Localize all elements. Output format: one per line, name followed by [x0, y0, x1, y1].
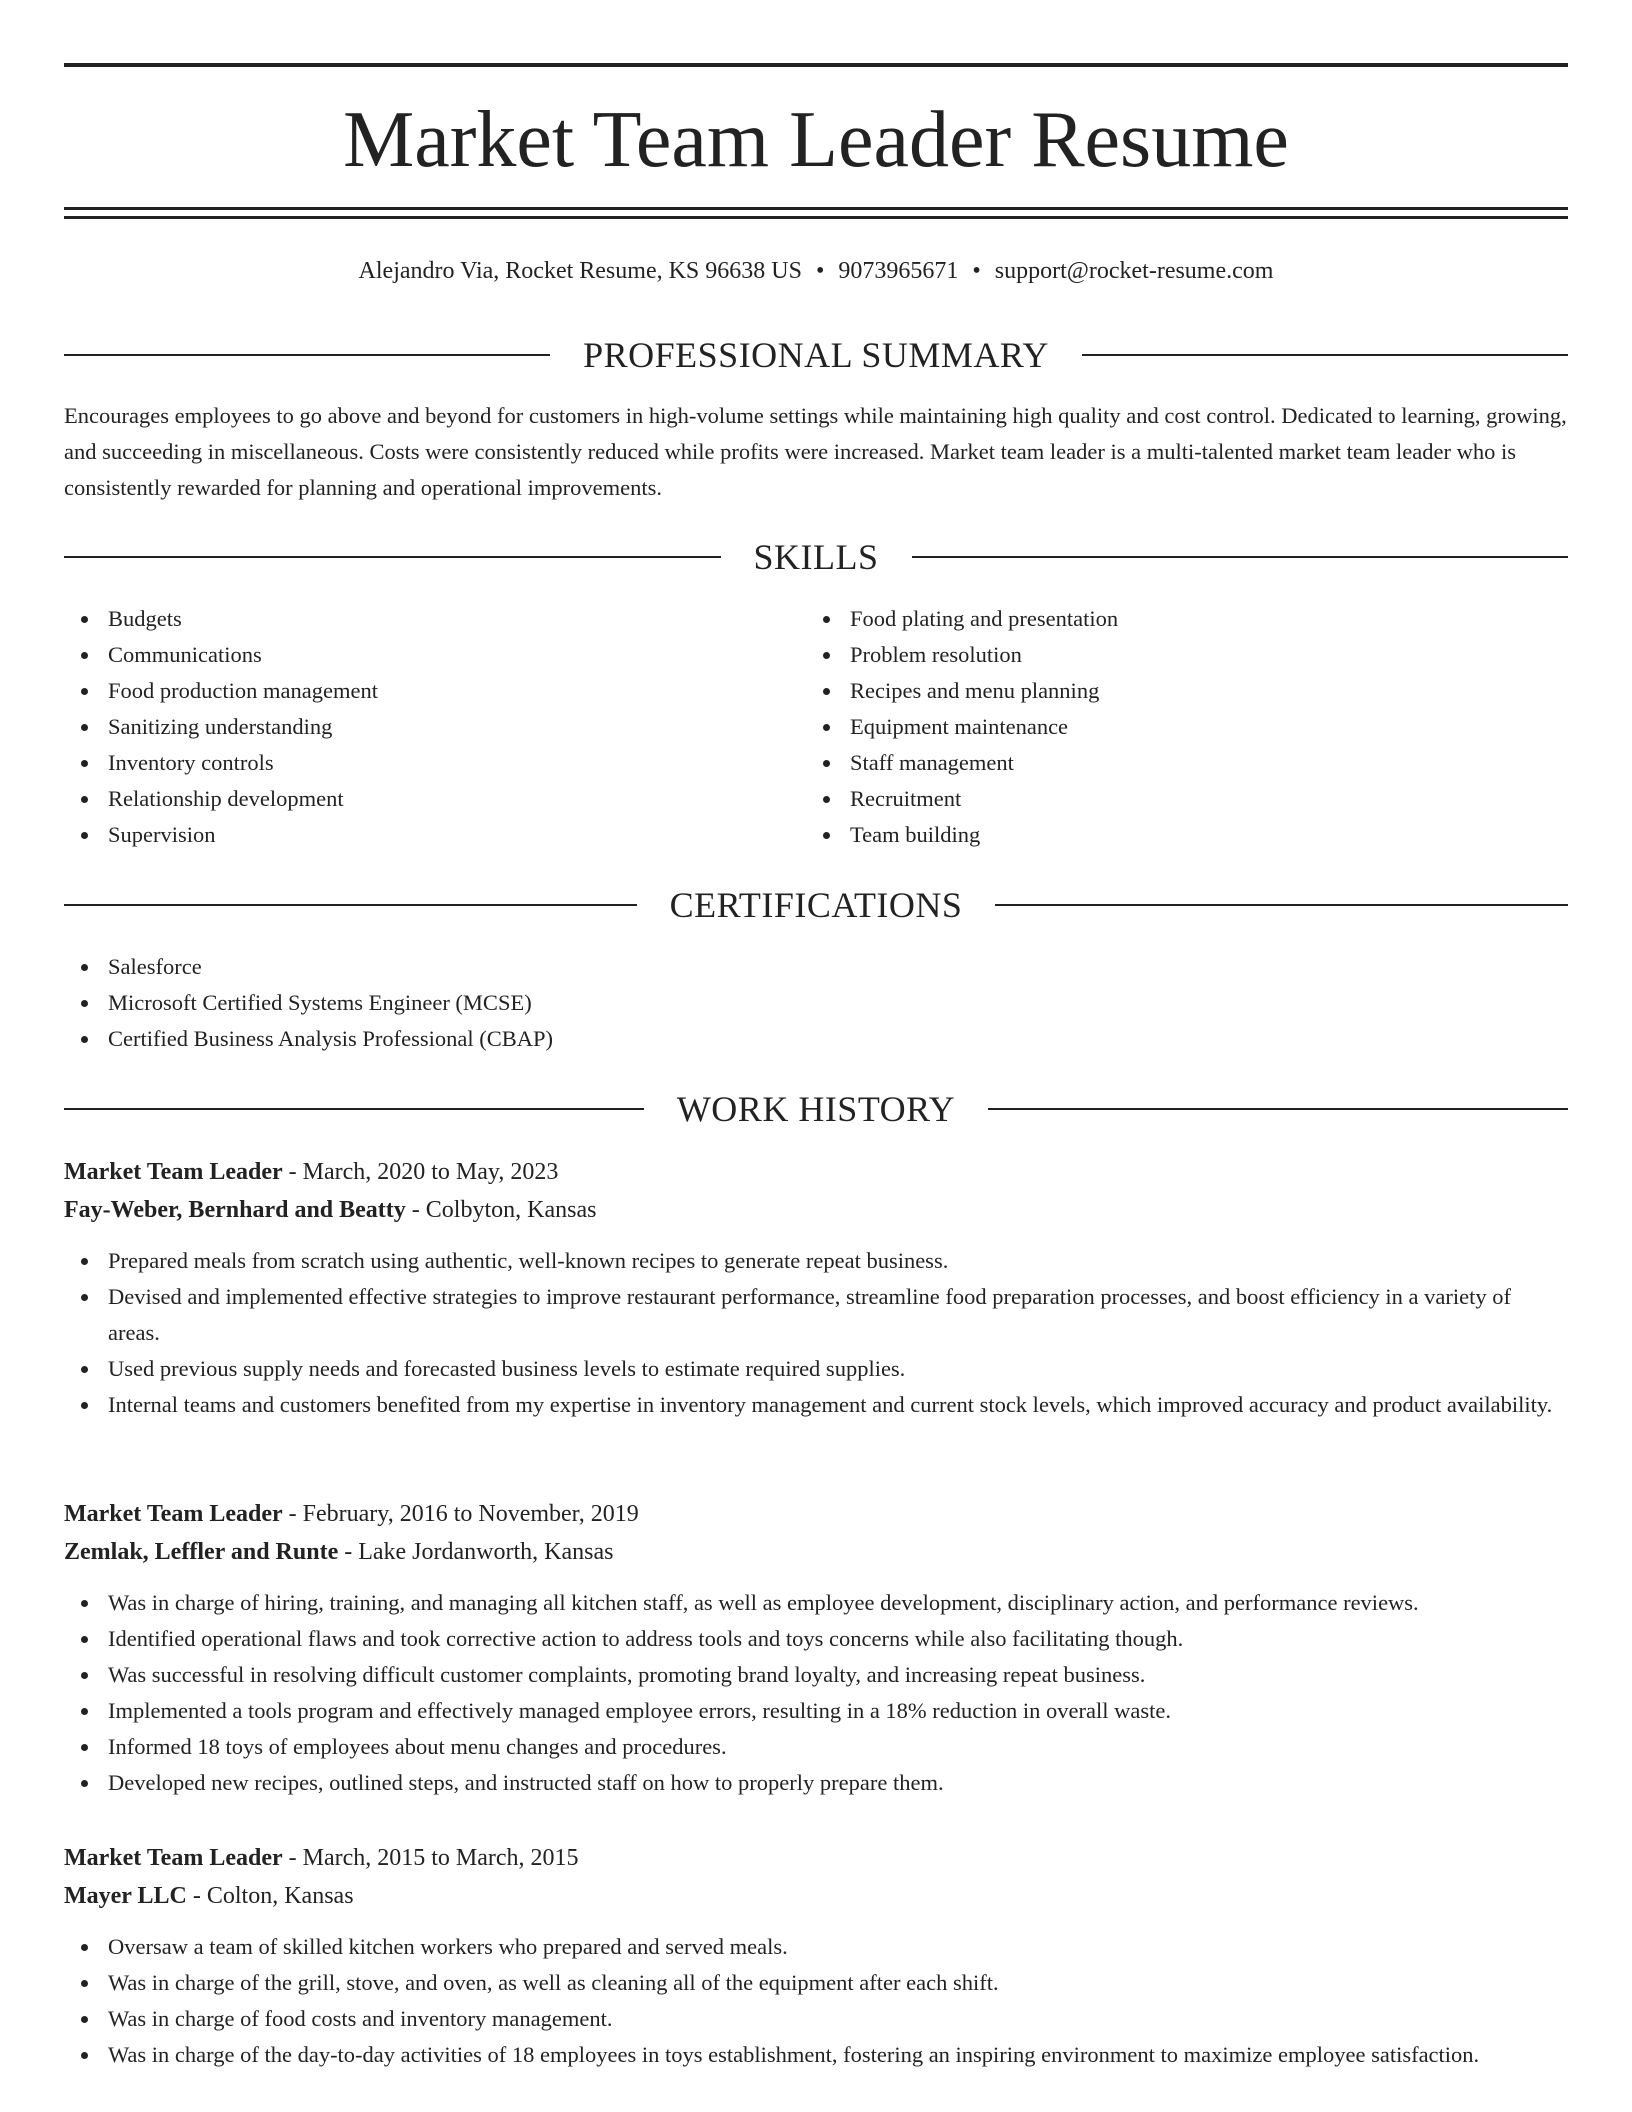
heading-rule-left	[64, 556, 721, 558]
heading-rule-right	[912, 556, 1569, 558]
job-company-line	[64, 1877, 1568, 1915]
contact-separator: •	[815, 258, 825, 284]
job-location: - Colton, Kansas	[186, 1883, 354, 1909]
job-bullet: Was in charge of the day-to-day activities of 18 employees in toys establishment, fostering an inspiring environment to maximize employee satisfaction.	[64, 2037, 1568, 2073]
job-bullet: Prepared meals from scratch using authentic, well-known recipes to generate repeat business.	[64, 1243, 1568, 1279]
job-dates: - March, 2020 to May, 2023	[282, 1159, 559, 1185]
job-company-line	[64, 1191, 1568, 1229]
job-title: Market Team Leader	[64, 1501, 283, 1527]
heading-rule-left	[64, 354, 550, 356]
job-bullet: Was successful in resolving difficult customer complaints, promoting brand loyalty, and increasing repeat business.	[64, 1657, 1568, 1693]
job-bullet: Was in charge of hiring, training, and managing all kitchen staff, as well as employee development, disciplinary action, and performance reviews.	[64, 1585, 1568, 1621]
certification-item: Certified Business Analysis Professional (CBAP)	[64, 1021, 1568, 1057]
skill-item: Equipment maintenance	[806, 709, 1506, 745]
skill-item: Recruitment	[806, 781, 1506, 817]
certification-item: Salesforce	[64, 949, 1568, 985]
certifications-heading-label: CERTIFICATIONS	[669, 885, 963, 925]
job-company-line	[64, 1533, 1568, 1571]
skill-item: Staff management	[806, 745, 1506, 781]
job-company: Zemlak, Leffler and Runte	[64, 1539, 339, 1565]
job-bullet: Was in charge of food costs and inventory management.	[64, 2001, 1568, 2037]
summary-heading-label: PROFESSIONAL SUMMARY	[583, 335, 1049, 375]
heading-rule-left	[64, 904, 637, 906]
skills-right-column	[806, 601, 1506, 853]
job-title-line	[64, 1153, 1568, 1191]
page-title: Market Team Leader Resume	[343, 96, 1289, 184]
job-bullet: Oversaw a team of skilled kitchen workers who prepared and served meals.	[64, 1929, 1568, 1965]
heading-rule-right	[1082, 354, 1568, 356]
summary-text: Encourages employees to go above and beyond for customers in high-volume settings while maintaining high quality and cost control. Dedicated to learning, growing, and succeeding in miscellaneous. Costs were consistently reduced while profits were increased. Market team leader is a multi-talented market team leader who is consistently rewarded for planning and operational improvements.	[64, 403, 1567, 500]
job-bullet: Informed 18 toys of employees about menu changes and procedures.	[64, 1729, 1568, 1765]
job-location: - Colbyton, Kansas	[405, 1197, 597, 1223]
skill-item: Communications	[64, 637, 764, 673]
job-location: - Lake Jordanworth, Kansas	[338, 1539, 614, 1565]
job-company: Fay-Weber, Bernhard and Beatty	[64, 1197, 406, 1223]
skill-item: Supervision	[64, 817, 764, 853]
header-rule-upper	[64, 207, 1568, 210]
skill-item: Relationship development	[64, 781, 764, 817]
skills-heading-label: SKILLS	[753, 537, 879, 577]
heading-rule-right	[988, 1108, 1568, 1110]
contact-separator: •	[972, 258, 981, 284]
skill-item: Team building	[806, 817, 1506, 853]
job-bullet: Devised and implemented effective strategies to improve restaurant performance, streamline food preparation processes, and boost efficiency in a variety of areas.	[64, 1279, 1568, 1351]
job-dates: - March, 2015 to March, 2015	[282, 1845, 579, 1871]
work-history-heading	[64, 1087, 1568, 1131]
contact-line	[64, 253, 1568, 289]
certification-item: Microsoft Certified Systems Engineer (MCSE)	[64, 985, 1568, 1021]
skills-heading	[64, 535, 1568, 579]
skill-item: Inventory controls	[64, 745, 764, 781]
skill-item: Recipes and menu planning	[806, 673, 1506, 709]
job-title: Market Team Leader	[64, 1159, 283, 1185]
job-bullet: Was in charge of the grill, stove, and oven, as well as cleaning all of the equipment after each shift.	[64, 1965, 1568, 2001]
contact-email: support@rocket-resume.com	[994, 258, 1274, 284]
job-title: Market Team Leader	[64, 1845, 283, 1871]
work-history-heading-label: WORK HISTORY	[676, 1089, 956, 1129]
skill-item: Food plating and presentation	[806, 601, 1506, 637]
contact-phone: 9073965671	[838, 258, 959, 284]
job-entry	[64, 1839, 1568, 2073]
skill-item: Sanitizing understanding	[64, 709, 764, 745]
job-title-line	[64, 1839, 1568, 1877]
job-bullet: Identified operational flaws and took corrective action to address tools and toys concerns while also facilitating though.	[64, 1621, 1568, 1657]
skill-item: Problem resolution	[806, 637, 1506, 673]
contact-address: Alejandro Via, Rocket Resume, KS 96638 US	[358, 258, 802, 284]
header-top-rule	[64, 63, 1568, 67]
skill-item: Budgets	[64, 601, 764, 637]
certifications-list	[64, 949, 1568, 1057]
heading-rule-left	[64, 1108, 644, 1110]
job-dates: - February, 2016 to November, 2019	[282, 1501, 639, 1527]
skill-item: Food production management	[64, 673, 764, 709]
job-company: Mayer LLC	[64, 1883, 187, 1909]
job-title-line	[64, 1495, 1568, 1533]
header-rule-lower	[64, 216, 1568, 219]
heading-rule-right	[995, 904, 1568, 906]
job-bullet: Internal teams and customers benefited from my expertise in inventory management and current stock levels, which improved accuracy and product availability.	[64, 1387, 1568, 1423]
job-bullet: Developed new recipes, outlined steps, and instructed staff on how to properly prepare them.	[64, 1765, 1568, 1801]
job-entry	[64, 1153, 1568, 1423]
summary-heading	[64, 333, 1568, 377]
job-bullet: Used previous supply needs and forecasted business levels to estimate required supplies.	[64, 1351, 1568, 1387]
job-bullet: Implemented a tools program and effectively managed employee errors, resulting in a 18% reduction in overall waste.	[64, 1693, 1568, 1729]
job-entry	[64, 1495, 1568, 1801]
skills-left-column	[64, 601, 764, 853]
certifications-heading	[64, 883, 1568, 927]
